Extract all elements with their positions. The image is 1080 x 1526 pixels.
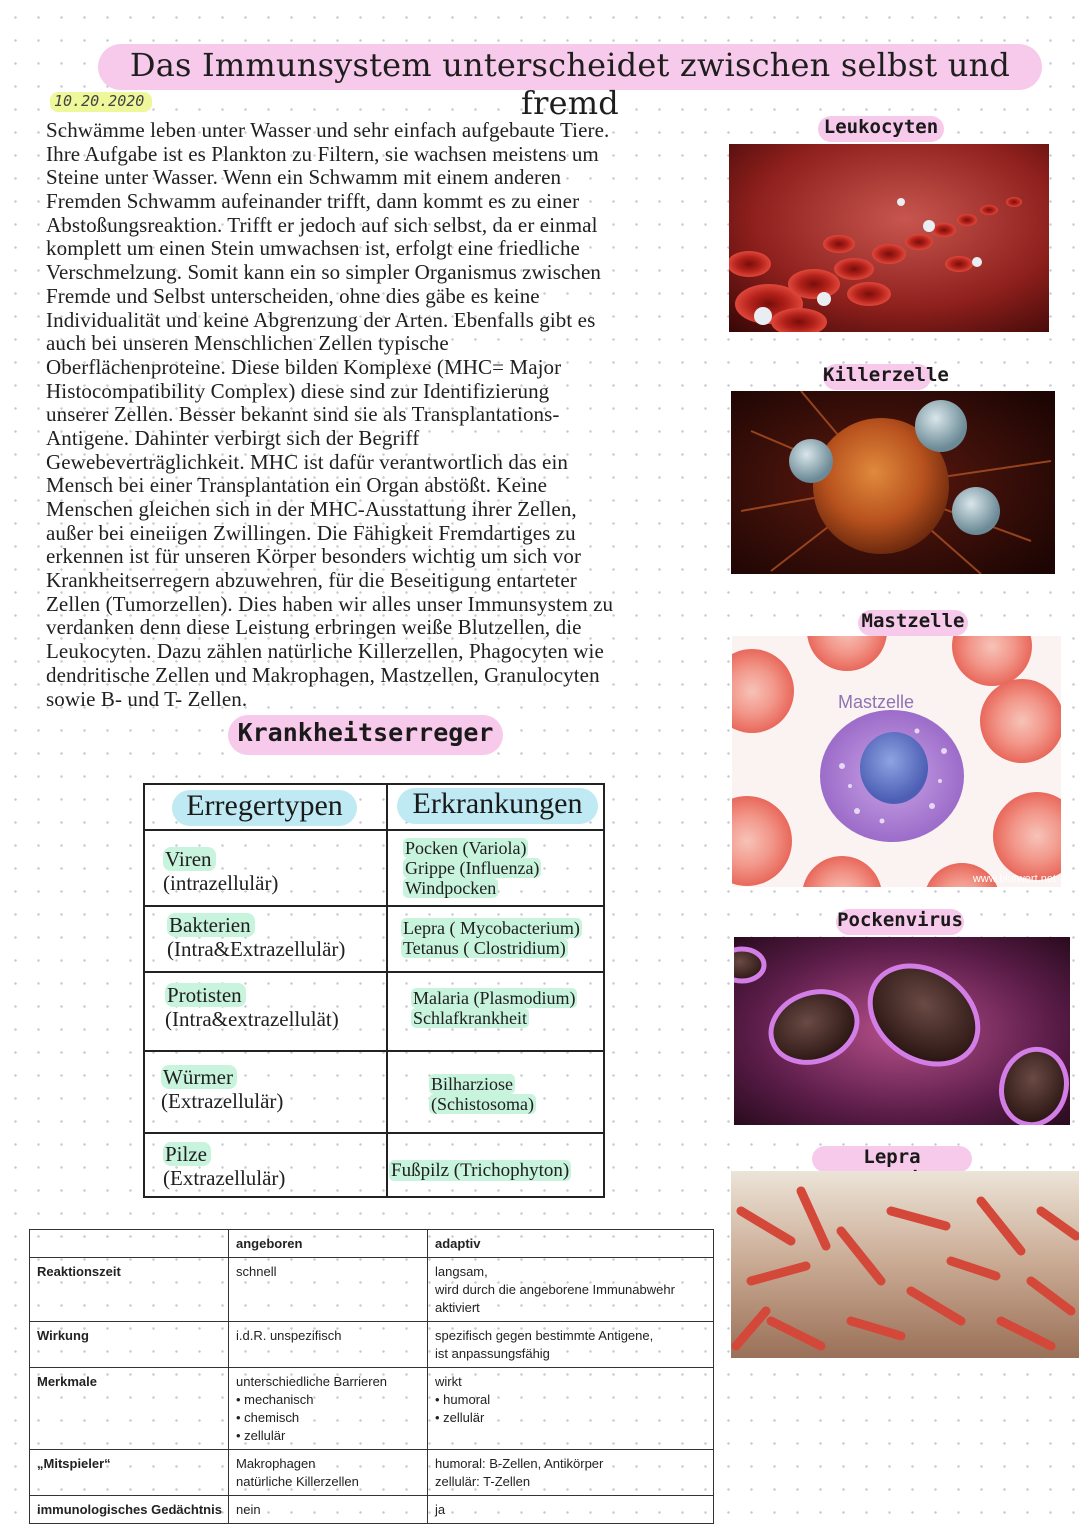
erkrankungen (401, 918, 582, 958)
cell-line: langsam, (435, 1264, 488, 1279)
cell-angeboren (229, 1450, 428, 1496)
cell-line: wird durch die angeborene Immunabwehr (435, 1282, 675, 1297)
lepra-bakterien-image (731, 1171, 1079, 1358)
table-divider (145, 971, 603, 973)
table-row (30, 1368, 714, 1450)
body-line: Individualität und keine Abgrenzung der Arten. Ebenfalls gibt es (46, 307, 596, 332)
cell-adaptiv (428, 1368, 714, 1450)
lepra-label: Lepra (863, 1146, 921, 1168)
erreger-type-sub: (Intra&extrazellulät) (165, 1007, 339, 1031)
erreger-type-name: Protisten (165, 983, 246, 1007)
cell-line: wirkt (435, 1374, 462, 1389)
leukocyten-label: Leukocyten (823, 116, 939, 138)
cell-line: natürliche Killerzellen (236, 1474, 359, 1489)
body-paragraph (46, 119, 716, 711)
killerzelle-label: Killerzelle (823, 364, 949, 386)
body-line: Fremden Schwamm aufeinander trifft, dann kommt es zu einer (46, 189, 580, 214)
body-line: Zellen (Tumorzellen). Dies haben wir alles unser Immunsystem zu (46, 591, 614, 616)
header-cell-adaptiv: adaptiv (428, 1230, 714, 1258)
body-line: Histocompatibility Complex) diese sind zur Identifizierung (46, 378, 550, 403)
mastzelle-image (732, 636, 1061, 887)
killerzelle-image (731, 391, 1055, 574)
mastzelle-watermark: www.blutwert.net (972, 873, 1056, 885)
comparison-table (29, 1229, 714, 1524)
body-line: Ihre Aufgabe ist es Plankton zu Filtern, sie wachsen meistens um (46, 141, 599, 166)
erreger-type-sub: (Extrazellulär) (163, 1166, 286, 1190)
body-line: Steine unter Wasser. Wenn ein Schwamm mit einem anderen (46, 165, 562, 190)
body-line: auch bei unseren Menschlichen Zellen typische (46, 331, 449, 356)
list-item: • humoral (435, 1391, 707, 1409)
cell-line: aktiviert (435, 1300, 480, 1315)
disease: Schlafkrankheit (413, 1008, 527, 1028)
cell-angeboren (229, 1368, 428, 1450)
disease: Lepra ( Mycobacterium) (403, 918, 580, 938)
body-line: komplett um einen Stein umwachsen ist, erfolgt eine friedliche (46, 236, 580, 261)
pockenvirus-label: Pockenvirus (837, 909, 963, 931)
table-divider (386, 785, 388, 1196)
mastzelle-inner-label: Mastzelle (837, 692, 915, 712)
body-line: Verschmelzung. Somit kann ein so simpler Organismus zwischen (46, 260, 602, 285)
erkrankungen (389, 1161, 571, 1181)
erreger-type (163, 1142, 285, 1190)
row-label: Reaktionszeit (30, 1258, 229, 1322)
pockenvirus-image (734, 937, 1070, 1125)
cell-adaptiv (428, 1496, 714, 1524)
cell-line: spezifisch gegen bestimmte Antigene, (435, 1328, 654, 1343)
table-divider (145, 829, 603, 831)
disease: (Schistosoma) (431, 1094, 534, 1114)
list-item: • chemisch (236, 1409, 421, 1427)
erreger-type-name: Würmer (161, 1065, 237, 1089)
cell-line: schnell (236, 1264, 277, 1279)
krankheitserreger-heading: Krankheitserreger (237, 718, 494, 747)
header-cell-angeboren: angeboren (229, 1230, 428, 1258)
table-divider (145, 905, 603, 907)
body-line: verdanken denn diese Leistung erbringen weiße Blutzellen, die (46, 615, 582, 640)
body-line: Gewebeverträglichkeit. MHC ist dafür verantwortlich das ein (46, 449, 568, 474)
cell-line: humoral: B-Zellen, Antikörper (435, 1456, 604, 1471)
row-label: Merkmale (30, 1368, 229, 1450)
body-line: Krankheitserregern abzuwehren, für die Beseitigung entarteter (46, 568, 577, 593)
bullet-list (236, 1391, 421, 1445)
cell-angeboren (229, 1496, 428, 1524)
erreger-type-name: Pilze (163, 1142, 211, 1166)
disease: Malaria (Plasmodium) (413, 988, 576, 1008)
disease: Grippe (Influenza) (405, 858, 540, 878)
list-item: • zellulär (236, 1427, 421, 1445)
table-row (30, 1496, 714, 1524)
erreger-type-sub: (Intra&Extrazellulär) (167, 937, 346, 961)
body-line: Menschen gleichen sich in der MHC-Ausstattung ihrer Zellen, (46, 497, 577, 521)
body-line: Schwämme leben unter Wasser und sehr einfach aufgebaute Tiere. (46, 118, 610, 142)
erreger-type-sub: (intrazellulär) (163, 871, 279, 895)
row-label: „Mitspieler“ (30, 1450, 229, 1496)
body-line: erkennen ist für unseren Körper besonders wichtig um sich vor (46, 544, 582, 569)
cell-line: Makrophagen (236, 1456, 316, 1471)
date: 10.20.2020 (54, 92, 145, 110)
erreger-type (161, 1065, 283, 1113)
bullet-list (435, 1391, 707, 1427)
cell-line: ist anpassungsfähig (435, 1346, 550, 1361)
table-row (30, 1450, 714, 1496)
body-line: Mensch bei einer Transplantation ein Organ abstößt. Keine (46, 473, 548, 498)
col-header-erregertypen: Erregertypen (186, 789, 343, 822)
body-line: Abstoßungsreaktion. Trifft er jedoch auf sich selbst, da er einmal (46, 212, 598, 237)
erreger-type (167, 913, 345, 961)
cell-line: ja (435, 1502, 446, 1517)
body-line: außer bei eineiigen Zwillingen. Die Fähigkeit Fremdartiges zu (46, 520, 576, 545)
header-cell-empty (30, 1230, 229, 1258)
erreger-type-sub: (Extrazellulär) (161, 1089, 284, 1113)
cell-adaptiv (428, 1258, 714, 1322)
body-line: dendritische Zellen und Makrophagen, Mastzellen, Granulocyten (46, 662, 600, 687)
table-divider (145, 1132, 603, 1134)
cell-line: unterschiedliche Barrieren (236, 1374, 388, 1389)
erkrankungen (429, 1074, 536, 1114)
table-header-row (30, 1230, 714, 1258)
erkrankungen (403, 838, 541, 898)
cell-adaptiv (428, 1322, 714, 1368)
body-line: Oberflächenproteine. Diese bilden Komplexe (MHC= Major (46, 354, 562, 379)
erreger-type-name: Viren (163, 847, 216, 871)
disease: Windpocken (405, 878, 497, 898)
body-line: Leukocyten. Dazu zählen natürliche Killerzellen, Phagocyten wie (46, 639, 604, 664)
body-line: sowie B- und T- Zellen. (46, 686, 248, 711)
cell-angeboren (229, 1322, 428, 1368)
row-label: immunologisches Gedächtnis (30, 1496, 229, 1524)
disease: Fußpilz (Trichophyton) (391, 1160, 570, 1181)
cell-line: nein (236, 1502, 261, 1517)
body-line: unserer Zellen. Besser bekannt sind sie als Transplantations- (46, 402, 560, 427)
disease: Tetanus ( Clostridium) (403, 938, 566, 958)
table-divider (145, 1050, 603, 1052)
list-item: • mechanisch (236, 1391, 421, 1409)
erreger-type (163, 847, 278, 895)
row-label: Wirkung (30, 1322, 229, 1368)
erreger-type (165, 983, 339, 1031)
list-item: • zellulär (435, 1409, 707, 1427)
mastzelle-label: Mastzelle (861, 610, 965, 632)
body-line: Antigene. Dahinter verbirgt sich der Begriff (46, 425, 420, 450)
erkrankungen (411, 988, 577, 1028)
cell-adaptiv (428, 1450, 714, 1496)
disease: Bilharziose (431, 1074, 513, 1094)
table-row (30, 1322, 714, 1368)
leukocyten-image (729, 144, 1049, 332)
cell-line: i.d.R. unspezifisch (236, 1328, 342, 1343)
body-line: Fremde und Selbst unterscheiden, ohne dies gäbe es keine (46, 283, 540, 308)
cell-line: zellulär: T-Zellen (435, 1474, 531, 1489)
erreger-table (143, 783, 605, 1198)
cell-angeboren (229, 1258, 428, 1322)
table-row (30, 1258, 714, 1322)
col-header-erkrankungen: Erkrankungen (412, 787, 583, 820)
page-title: Das Immunsystem unterscheidet zwischen selbst und fremd (129, 46, 1011, 122)
disease: Pocken (Variola) (405, 838, 527, 858)
erreger-type-name: Bakterien (167, 913, 255, 937)
